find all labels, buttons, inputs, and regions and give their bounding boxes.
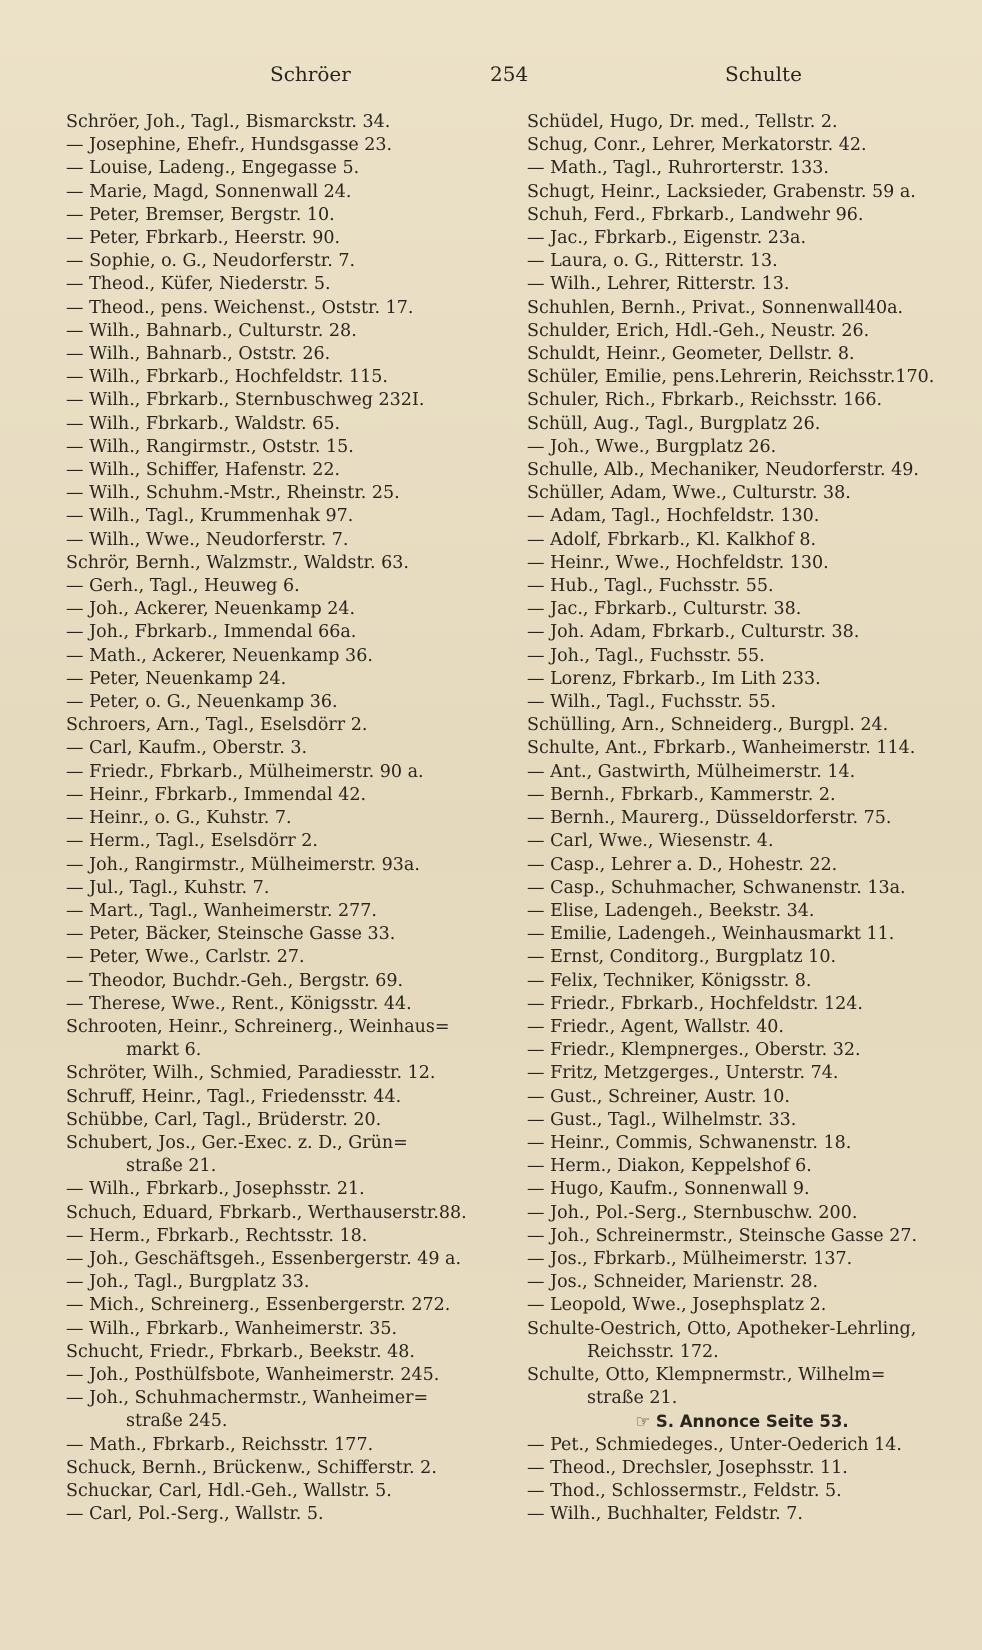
directory-entry: — Marie, Magd, Sonnenwall 24.: [66, 181, 352, 202]
directory-entry: — Joh. Adam, Fbrkarb., Culturstr. 38.: [527, 622, 860, 643]
directory-entry: — Herm., Tagl., Eselsdörr 2.: [66, 831, 318, 852]
directory-entry: Schulte-Oestrich, Otto, Apotheker-Lehrling,: [527, 1318, 917, 1339]
directory-entry: — Laura, o. G., Ritterstr. 13.: [527, 251, 778, 272]
directory-entry: — Heinr., o. G., Kuhstr. 7.: [66, 808, 292, 829]
directory-entry: — Mart., Tagl., Wanheimerstr. 277.: [66, 900, 377, 921]
annonce-text: S. Annonce Seite 53.: [655, 1412, 849, 1432]
directory-entry: — Friedr., Fbrkarb., Hochfeldstr. 124.: [527, 993, 863, 1014]
directory-entry: Schulte, Ant., Fbrkarb., Wanheimerstr. 114.: [527, 738, 916, 759]
directory-entry: Schug, Conr., Lehrer, Merkatorstr. 42.: [527, 135, 867, 156]
pointing-hand-icon: ☞: [635, 1412, 656, 1432]
directory-entry: — Herm., Fbrkarb., Rechtsstr. 18.: [66, 1225, 368, 1246]
directory-entry: — Heinr., Fbrkarb., Immendal 42.: [66, 784, 367, 805]
directory-entry: Schroers, Arn., Tagl., Eselsdörr 2.: [66, 715, 368, 736]
directory-entry: — Wilh., Lehrer, Ritterstr. 13.: [527, 274, 790, 295]
directory-entry: — Ant., Gastwirth, Mülheimerstr. 14.: [527, 761, 856, 782]
right-column: [527, 111, 957, 1526]
directory-entry: — Joh., Tagl., Fuchsstr. 55.: [527, 645, 765, 666]
directory-entry: — Wilh., Fbrkarb., Josephsstr. 21.: [66, 1179, 365, 1200]
directory-entry: — Jos., Fbrkarb., Mülheimerstr. 137.: [527, 1248, 853, 1269]
directory-entry: Schulder, Erich, Hdl.-Geh., Neustr. 26.: [527, 320, 870, 341]
directory-entry: Schuck, Bernh., Brückenw., Schifferstr. 2.: [66, 1457, 437, 1478]
directory-entry: — Joh., Fbrkarb., Immendal 66a.: [66, 622, 357, 643]
directory-entry: — Theodor, Buchdr.-Geh., Bergstr. 69.: [66, 970, 404, 991]
page-number: 254: [490, 62, 529, 86]
directory-entry: — Jac., Fbrkarb., Culturstr. 38.: [527, 599, 802, 620]
annonce-note: [527, 1410, 957, 1433]
directory-entry: — Wilh., Schuhm.-Mstr., Rheinstr. 25.: [66, 483, 400, 504]
directory-entry: — Wilh., Fbrkarb., Waldstr. 65.: [66, 413, 341, 434]
directory-entry: — Felix, Techniker, Königsstr. 8.: [527, 970, 812, 991]
directory-entry: Schuhlen, Bernh., Privat., Sonnenwall40a.: [527, 297, 904, 318]
directory-entry: Schröer, Joh., Tagl., Bismarckstr. 34.: [66, 112, 391, 132]
directory-entry: — Wilh., Bahnarb., Oststr. 26.: [66, 344, 331, 365]
directory-entry: — Friedr., Klempnerges., Oberstr. 32.: [527, 1040, 861, 1061]
directory-entry: — Joh., Rangirmstr., Mülheimerstr. 93a.: [66, 854, 420, 875]
directory-entry: — Wilh., Schiffer, Hafenstr. 22.: [66, 460, 341, 481]
directory-entry: — Ernst, Conditorg., Burgplatz 10.: [527, 947, 837, 968]
directory-entry: — Wilh., Tagl., Krummenhak 97.: [66, 506, 354, 527]
directory-entry: — Wilh., Fbrkarb., Hochfeldstr. 115.: [66, 367, 388, 388]
directory-entry: — Peter, Fbrkarb., Heerstr. 90.: [66, 228, 341, 249]
directory-entry: — Wilh., Rangirmstr., Oststr. 15.: [66, 436, 354, 457]
directory-entry: — Carl, Kaufm., Oberstr. 3.: [66, 738, 308, 759]
directory-entry: — Joh., Schreinermstr., Steinsche Gasse 27.: [527, 1225, 918, 1246]
directory-entry: — Peter, Wwe., Carlstr. 27.: [66, 947, 305, 968]
directory-entry: — Peter, Neuenkamp 24.: [66, 668, 287, 689]
directory-entry: Schucht, Friedr., Fbrkarb., Beekstr. 48.: [66, 1341, 415, 1362]
directory-entry: — Joh., Wwe., Burgplatz 26.: [527, 436, 777, 457]
directory-entry: Schuler, Rich., Fbrkarb., Reichsstr. 166.: [527, 390, 883, 411]
directory-entry: — Wilh., Bahnarb., Culturstr. 28.: [66, 320, 357, 341]
directory-entry: Schülling, Arn., Schneiderg., Burgpl. 24.: [527, 715, 889, 736]
directory-entry: — Peter, Bäcker, Steinsche Gasse 33.: [66, 924, 396, 945]
directory-entry: — Joh., Ackerer, Neuenkamp 24.: [66, 599, 356, 620]
directory-entry: — Peter, Bremser, Bergstr. 10.: [66, 204, 335, 225]
directory-entry: — Leopold, Wwe., Josephsplatz 2.: [527, 1295, 827, 1316]
directory-entry: Schuckar, Carl, Hdl.-Geh., Wallstr. 5.: [66, 1480, 392, 1501]
directory-entry: — Wilh., Tagl., Fuchsstr. 55.: [527, 692, 777, 713]
directory-entry: — Emilie, Ladengeh., Weinhausmarkt 11.: [527, 924, 895, 945]
directory-entry: — Theod., pens. Weichenst., Oststr. 17.: [66, 297, 414, 318]
directory-entry: — Joh., Geschäftsgeh., Essenbergerstr. 49 a.: [66, 1248, 462, 1269]
directory-entry: — Hugo, Kaufm., Sonnenwall 9.: [527, 1179, 810, 1200]
directory-entry: Schrör, Bernh., Walzmstr., Waldstr. 63.: [66, 552, 409, 573]
directory-entry: — Fritz, Metzgerges., Unterstr. 74.: [527, 1063, 839, 1084]
directory-entry: — Wilh., Fbrkarb., Sternbuschweg 232I.: [66, 390, 425, 411]
directory-entry: — Mich., Schreinerg., Essenbergerstr. 272.: [66, 1295, 451, 1316]
directory-entry: — Bernh., Maurerg., Düsseldorferstr. 75.: [527, 808, 892, 829]
directory-entry: — Casp., Schuhmacher, Schwanenstr. 13a.: [527, 877, 906, 898]
directory-entry: — Math., Ackerer, Neuenkamp 36.: [66, 645, 373, 666]
directory-entry: — Jul., Tagl., Kuhstr. 7.: [66, 877, 270, 898]
directory-entry: — Therese, Wwe., Rent., Königsstr. 44.: [66, 993, 412, 1014]
directory-entry: — Heinr., Wwe., Hochfeldstr. 130.: [527, 552, 829, 573]
directory-entry: straße 21.: [587, 1388, 678, 1409]
directory-entry: Schuldt, Heinr., Geometer, Dellstr. 8.: [527, 344, 855, 365]
directory-entry: — Heinr., Commis, Schwanenstr. 18.: [527, 1132, 852, 1153]
directory-entry: — Casp., Lehrer a. D., Hohestr. 22.: [527, 854, 838, 875]
directory-entry: Schulte, Otto, Klempnermstr., Wilhelm=: [527, 1364, 886, 1385]
directory-entry: — Theod., Küfer, Niederstr. 5.: [66, 274, 331, 295]
directory-entry: straße 245.: [126, 1411, 228, 1432]
directory-entry: Schugt, Heinr., Lacksieder, Grabenstr. 59 a.: [527, 181, 916, 202]
header-left-keyword: Schröer: [270, 62, 351, 86]
directory-entry: — Wilh., Buchhalter, Feldstr. 7.: [527, 1504, 803, 1525]
directory-entry: — Math., Fbrkarb., Reichsstr. 177.: [66, 1434, 374, 1455]
directory-entry: — Hub., Tagl., Fuchsstr. 55.: [527, 576, 774, 597]
directory-entry: Schüler, Emilie, pens.Lehrerin, Reichsstr.170.: [527, 367, 935, 388]
directory-entry: — Adolf, Fbrkarb., Kl. Kalkhof 8.: [527, 529, 817, 550]
directory-entry: Schulle, Alb., Mechaniker, Neudorferstr. 49.: [527, 460, 919, 481]
directory-entry: — Lorenz, Fbrkarb., Im Lith 233.: [527, 668, 821, 689]
directory-entry: Schrooten, Heinr., Schreinerg., Weinhaus=: [66, 1016, 450, 1037]
directory-entry: — Adam, Tagl., Hochfeldstr. 130.: [527, 506, 820, 527]
directory-entry: — Herm., Diakon, Keppelshof 6.: [527, 1156, 812, 1177]
directory-entry: — Friedr., Fbrkarb., Mülheimerstr. 90 a.: [66, 761, 424, 782]
directory-entry: — Carl, Wwe., Wiesenstr. 4.: [527, 831, 774, 852]
directory-entry: — Joh., Posthülfsbote, Wanheimerstr. 245.: [66, 1364, 440, 1385]
directory-entry: — Thod., Schlossermstr., Feldstr. 5.: [527, 1480, 842, 1501]
directory-entry: — Sophie, o. G., Neudorferstr. 7.: [66, 251, 356, 272]
directory-entry: — Pet., Schmiedeges., Unter-Oederich 14.: [527, 1434, 902, 1455]
directory-entry: Schubert, Jos., Ger.-Exec. z. D., Grün=: [66, 1132, 408, 1153]
page-header: [60, 62, 940, 92]
directory-entry: — Wilh., Fbrkarb., Wanheimerstr. 35.: [66, 1318, 398, 1339]
left-column: [66, 111, 511, 1526]
directory-entry: Schüll, Aug., Tagl., Burgplatz 26.: [527, 413, 821, 434]
directory-entry: Schuh, Ferd., Fbrkarb., Landwehr 96.: [527, 204, 864, 225]
directory-entry: — Elise, Ladengeh., Beekstr. 34.: [527, 900, 815, 921]
directory-entry: Schüdel, Hugo, Dr. med., Tellstr. 2.: [527, 112, 838, 132]
directory-entry: — Jos., Schneider, Marienstr. 28.: [527, 1272, 819, 1293]
directory-entry: straße 21.: [126, 1156, 217, 1177]
directory-entry: — Louise, Ladeng., Engegasse 5.: [66, 158, 360, 179]
directory-entry: — Math., Tagl., Ruhrorterstr. 133.: [527, 158, 829, 179]
directory-entry: Schübbe, Carl, Tagl., Brüderstr. 20.: [66, 1109, 382, 1130]
directory-entry: Reichsstr. 172.: [587, 1341, 719, 1362]
directory-entry: — Theod., Drechsler, Josephsstr. 11.: [527, 1457, 848, 1478]
directory-entry: Schröter, Wilh., Schmied, Paradiesstr. 12.: [66, 1063, 436, 1084]
directory-entry: — Josephine, Ehefr., Hundsgasse 23.: [66, 135, 393, 156]
directory-entry: — Bernh., Fbrkarb., Kammerstr. 2.: [527, 784, 836, 805]
directory-entry: Schruff, Heinr., Tagl., Friedensstr. 44.: [66, 1086, 402, 1107]
directory-entry: Schüller, Adam, Wwe., Culturstr. 38.: [527, 483, 851, 504]
directory-entry: — Joh., Tagl., Burgplatz 33.: [66, 1272, 310, 1293]
directory-entry: — Gust., Tagl., Wilhelmstr. 33.: [527, 1109, 797, 1130]
directory-entry: — Peter, o. G., Neuenkamp 36.: [66, 692, 338, 713]
header-right-keyword: Schulte: [725, 62, 802, 86]
directory-entry: — Wilh., Wwe., Neudorferstr. 7.: [66, 529, 349, 550]
directory-entry: — Joh., Pol.-Serg., Sternbuschw. 200.: [527, 1202, 858, 1223]
directory-entry: Schuch, Eduard, Fbrkarb., Werthauserstr.88.: [66, 1202, 467, 1223]
directory-entry: — Jac., Fbrkarb., Eigenstr. 23a.: [527, 228, 807, 249]
directory-entry: — Friedr., Agent, Wallstr. 40.: [527, 1016, 784, 1037]
directory-entry: — Gust., Schreiner, Austr. 10.: [527, 1086, 790, 1107]
directory-entry: — Gerh., Tagl., Heuweg 6.: [66, 576, 300, 597]
directory-entry: markt 6.: [126, 1040, 202, 1061]
directory-entry: — Carl, Pol.-Serg., Wallstr. 5.: [66, 1504, 324, 1525]
directory-entry: — Joh., Schuhmachermstr., Wanheimer=: [66, 1388, 429, 1409]
